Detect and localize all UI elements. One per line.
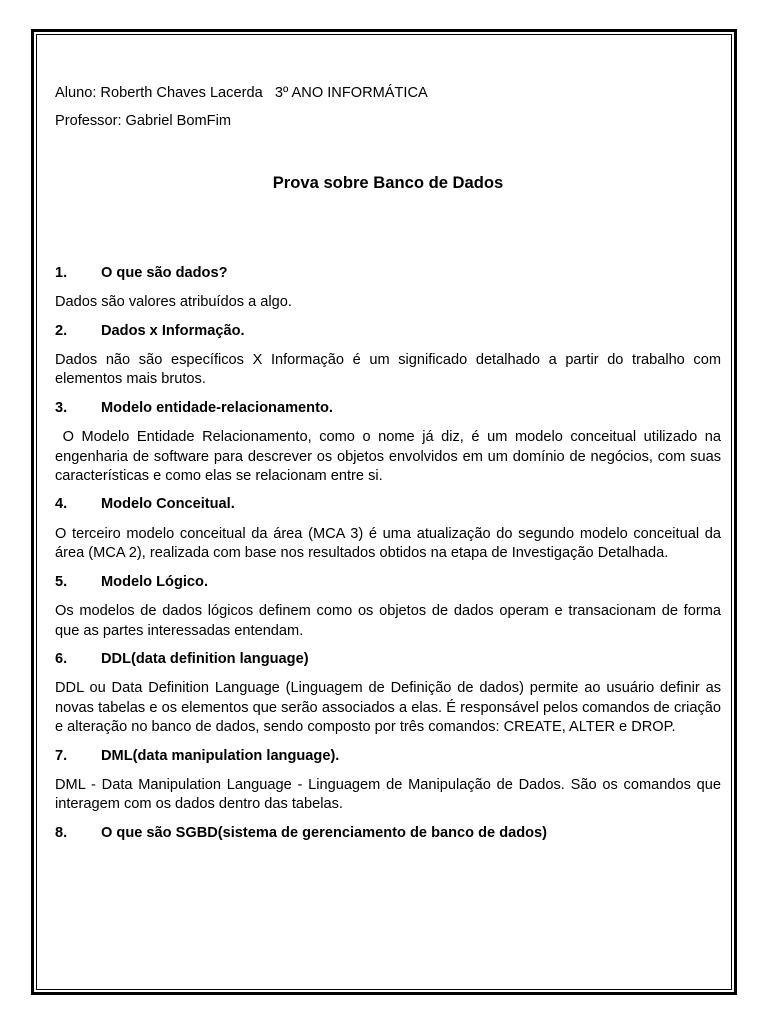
question-text: Modelo Conceitual. xyxy=(101,496,235,513)
question-text: DDL(data definition language) xyxy=(101,650,309,667)
question-heading xyxy=(55,747,721,766)
question-number: 2. xyxy=(55,322,68,339)
question-block xyxy=(55,399,726,487)
question-block xyxy=(55,495,721,563)
answer-text: DML - Data Manipulation Language - Linguagem de Manipulação de Dados. São os comandos que interagem com os dados dentro das tabelas. xyxy=(55,776,721,813)
question-number: 4. xyxy=(55,496,68,513)
answer-text: Dados não são específicos X Informação é um significado detalhado a partir do trabalho com elementos mais brutos. xyxy=(55,352,721,388)
answer-text: Os modelos de dados lógicos definem como os objetos de dados operam e transacionam de forma que as partes interessadas entendam. xyxy=(55,603,721,639)
question-heading xyxy=(55,650,721,669)
student-line: Aluno: Roberth Chaves Lacerda 3º ANO INFORMÁTICA xyxy=(55,85,428,101)
question-text: Dados x Informação. xyxy=(101,322,245,339)
question-heading xyxy=(55,264,721,283)
question-block xyxy=(55,824,721,843)
answer-text: Dados são valores atribuídos a algo. xyxy=(55,294,292,311)
question-text: DML(data manipulation language). xyxy=(101,747,340,764)
question-block xyxy=(55,264,721,313)
document-body xyxy=(55,84,726,853)
question-heading xyxy=(55,399,721,418)
answer-text: DDL ou Data Definition Language (Linguagem de Definição de dados) permite ao usuário definir as novas tabelas e os elementos que serão associados a elas. É responsável pelos comandos de criação e alteração no banco de dados, sendo composto por três comandos: CREATE, ALTER e DROP. xyxy=(55,680,721,736)
question-number: 8. xyxy=(55,824,68,841)
question-text: O que são dados? xyxy=(101,264,228,281)
question-heading xyxy=(55,322,721,341)
question-heading xyxy=(55,573,721,592)
question-number: 1. xyxy=(55,264,68,281)
question-number: 3. xyxy=(55,399,68,416)
question-list xyxy=(55,264,726,843)
question-block xyxy=(55,747,721,815)
question-block xyxy=(55,650,721,738)
question-heading xyxy=(55,824,721,843)
question-text: Modelo entidade-relacionamento. xyxy=(101,399,333,416)
answer-text: O terceiro modelo conceitual da área (MCA 3) é uma atualização do segundo modelo conceitual da área (MCA 2), realizada com base nos resultados obtidos na etapa de Investigação Detalhada. xyxy=(55,525,721,562)
question-block xyxy=(55,322,721,390)
question-text: O que são SGBD(sistema de gerenciamento de banco de dados) xyxy=(101,824,548,841)
question-number: 7. xyxy=(55,747,68,764)
question-heading xyxy=(55,495,721,514)
question-block xyxy=(55,573,721,641)
teacher-line: Professor: Gabriel BomFim xyxy=(55,113,231,130)
document-title: Prova sobre Banco de Dados xyxy=(272,172,504,192)
question-number: 6. xyxy=(55,650,68,667)
question-text: Modelo Lógico. xyxy=(101,573,209,590)
question-number: 5. xyxy=(55,573,68,590)
answer-text: O Modelo Entidade Relacionamento, como o nome já diz, é um modelo conceitual utilizado na engenharia de software para descrever os objetos envolvidos em um domínio de negócios, com suas características e como elas se relacionam entre si. xyxy=(55,429,726,485)
